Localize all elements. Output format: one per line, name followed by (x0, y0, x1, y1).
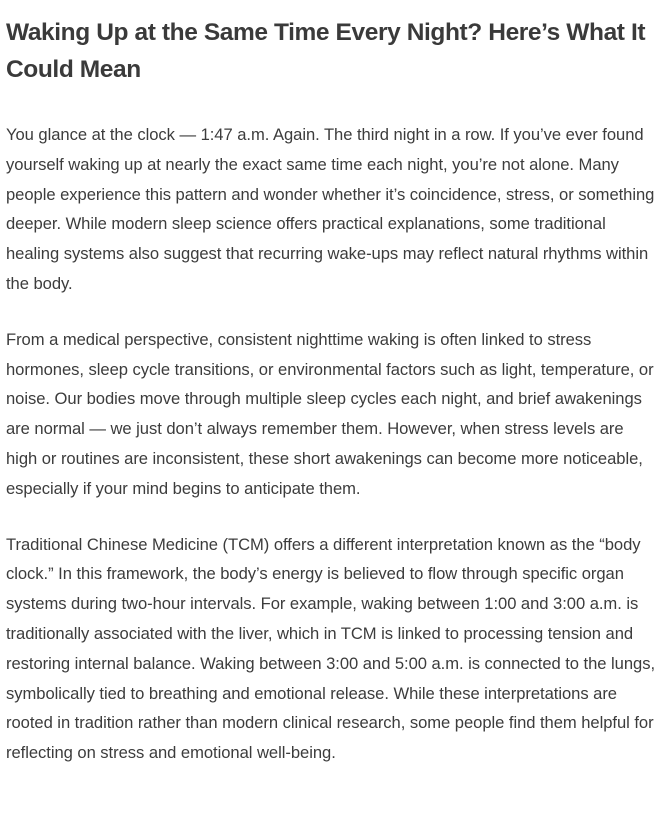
article-paragraph-1: You glance at the clock — 1:47 a.m. Again. The third night in a row. If you’ve ever found yourself waking up at nearly the exact same time each night, you’re not alone. Many people experience this pattern and wonder whether it’s coincidence, stress, or something deeper. While modern sleep science offers practical explanations, some traditional healing systems also suggest that recurring wake-ups may reflect natural rhythms within the body. (6, 125, 655, 293)
article-paragraph-3: Traditional Chinese Medicine (TCM) offers a different interpretation known as the “body clock.” In this framework, the body’s energy is believed to flow through specific organ systems during two-hour intervals. For example, waking between 1:00 and 3:00 a.m. is traditionally associated with the liver, which in TCM is linked to processing tension and restoring internal balance. Waking between 3:00 and 5:00 a.m. is connected to the lungs, symbolically tied to breathing and emotional release. While these interpretations are rooted in tradition rather than modern clinical research, some people find them helpful for reflecting on stress and emotional well-being. (6, 534, 656, 763)
article-paragraph-2: From a medical perspective, consistent nighttime waking is often linked to stress hormones, sleep cycle transitions, or environmental factors such as light, temperature, or noise. Our bodies move through multiple sleep cycles each night, and brief awakenings are normal — we just don’t always remember them. However, when stress levels are high or routines are inconsistent, these short awakenings can become more noticeable, especially if your mind begins to anticipate them. (6, 329, 654, 498)
article-title: Waking Up at the Same Time Every Night? Here’s What It Could Mean (6, 19, 646, 83)
article (6, 14, 658, 794)
